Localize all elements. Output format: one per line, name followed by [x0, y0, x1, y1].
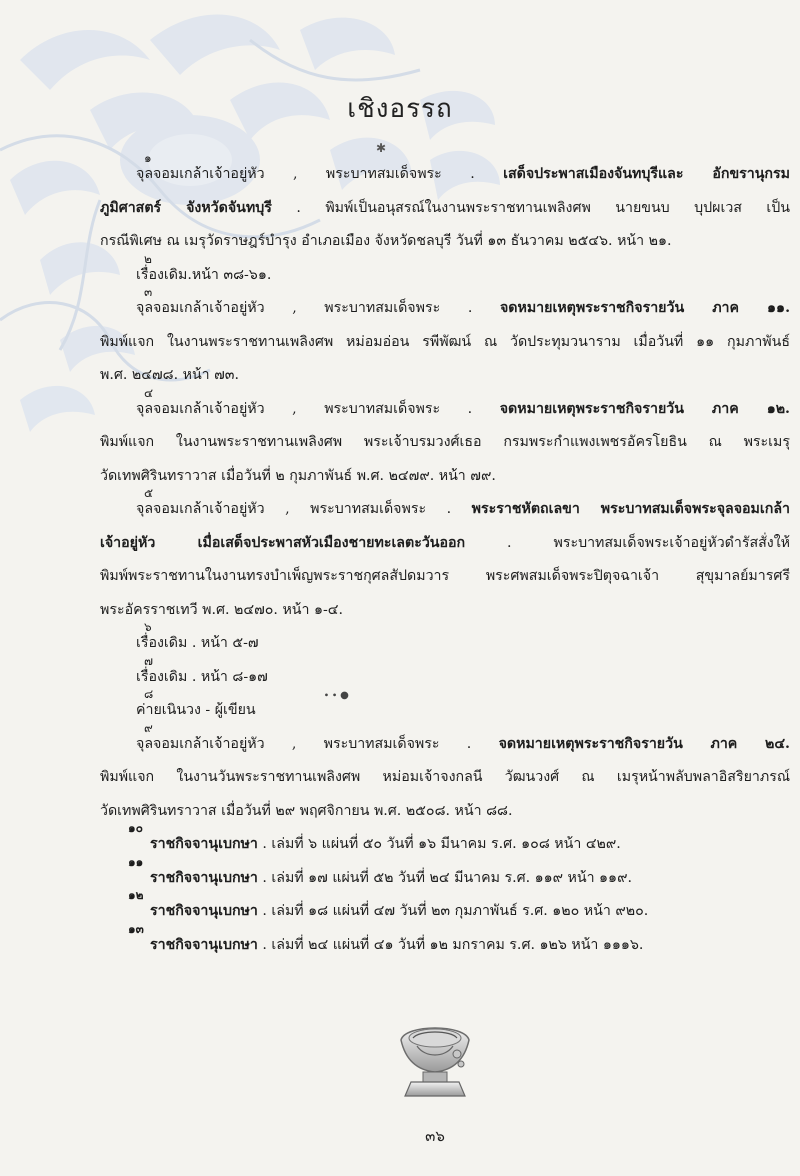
footnote-text: กรณีพิเศษ ณ เมรุวัดราษฎร์บำรุง อำเภอเมือง จังหวัดชลบุรี วันที่ ๑๓ ธันวาคม ๒๕๔๖. หน้า ๒๑.: [100, 233, 672, 249]
footnote-text: จุลจอมเกล้าเจ้าอยู่หัว , พระบาทสมเด็จพระ .: [136, 501, 472, 517]
footnote-line: [100, 426, 790, 460]
page-number: ๓๖: [425, 1127, 445, 1145]
footnote-line: [100, 821, 790, 862]
footnote-bold-text: จดหมายเหตุพระราชกิจรายวัน ภาค ๒๔.: [498, 735, 790, 752]
footnote-text: พิมพ์พระราชทานในงานทรงบำเพ็ญพระราชกุศลสัปดมวาร พระศพสมเด็จพระปิตุจฉาเจ้า สุขุมาลย์มารศรี: [100, 568, 790, 584]
footnote-line: [100, 527, 790, 561]
footnote-number: ๑๓: [128, 921, 144, 936]
footnote-13: [100, 921, 790, 963]
footnote-text: พิมพ์แจก ในงานวันพระราชทานเพลิงศพ หม่อมเจ้าจงกลนี วัฒนวงศ์ ณ เมรุหน้าพลับพลาอิสริยาภรณ์: [100, 769, 790, 785]
footnote-9: [100, 720, 790, 829]
footnote-line: [100, 385, 790, 427]
footnote-2: [100, 251, 790, 293]
footnote-5: [100, 486, 790, 627]
footnote-line: [100, 620, 790, 661]
footnote-line: [100, 594, 790, 628]
footnote-text: . พระบาทสมเด็จพระเจ้าอยู่หัวดำรัสสั่งให้: [465, 534, 790, 551]
stray-mark: ✱: [376, 141, 387, 155]
footnote-line: [100, 921, 790, 963]
footnote-bold-text: จดหมายเหตุพระราชกิจรายวัน ภาค ๑๑.: [499, 300, 790, 316]
footnote-line: [100, 151, 790, 192]
footnote-number: ๑๒: [128, 888, 144, 902]
footnote-11: [100, 854, 790, 896]
footnote-bold-text: ราชกิจจานุเบกษา: [150, 869, 258, 886]
footnote-text: วัดเทพศิรินทราวาส เมื่อวันที่ ๒ กุมภาพันธ์ พ.ศ. ๒๔๗๙. หน้า ๗๙.: [100, 467, 496, 484]
footnote-line: [100, 761, 790, 795]
footnote-line: [100, 653, 790, 695]
footnote-number: ๕: [144, 486, 154, 500]
footnote-number: ๒: [144, 251, 152, 266]
footnote-line: [100, 795, 790, 829]
footnote-text: พิมพ์แจก ในงานพระราชทานเพลิงศพ พระเจ้าบรมวงศ์เธอ กรมพระกำแพงเพชรอัครโยธิน ณ พระเมรุ: [100, 434, 790, 450]
footnote-bold-text: ภูมิศาสตร์ จังหวัดจันทบุรี: [100, 199, 272, 216]
footnote-bold-text: ราชกิจจานุเบกษา: [150, 836, 258, 852]
footnote-text: เรื่องเดิม . หน้า ๘-๑๗: [136, 668, 268, 685]
footnote-number: ๔: [144, 385, 154, 400]
footnote-10: [100, 821, 790, 862]
footnote-line: [100, 326, 790, 360]
footnote-text: จุลจอมเกล้าเจ้าอยู่หัว , พระบาทสมเด็จพระ .: [136, 735, 499, 752]
footnote-line: [100, 687, 790, 728]
footnote-list: [100, 151, 790, 962]
footnote-8: [100, 687, 790, 728]
footnote-line: [100, 251, 790, 293]
print-speck: ∙ ∙ ●: [324, 690, 349, 701]
footnote-text: จุลจอมเกล้าเจ้าอยู่หัว , พระบาทสมเด็จพระ .: [136, 400, 500, 417]
page-title: เชิงอรรถ: [347, 94, 453, 124]
footnote-line: [100, 560, 790, 594]
footnote-text: จุลจอมเกล้าเจ้าอยู่หัว , พระบาทสมเด็จพระ .: [136, 166, 504, 182]
footnote-12: [100, 888, 790, 929]
footnote-line: [100, 720, 790, 762]
footnote-4: [100, 385, 790, 494]
footnote-line: [100, 225, 790, 259]
footnote-line: [100, 285, 790, 326]
footnote-text: วัดเทพศิรินทราวาส เมื่อวันที่ ๒๙ พฤศจิกายน พ.ศ. ๒๕๐๘. หน้า ๘๘.: [100, 802, 513, 819]
footnote-text: . เล่มที่ ๑๘ แผ่นที่ ๔๗ วันที่ ๒๓ กุมภาพันธ์ ร.ศ. ๑๒๐ หน้า ๙๒๐.: [257, 903, 649, 919]
footnote-3: [100, 285, 790, 393]
footnote-text: . เล่มที่ ๒๔ แผ่นที่ ๔๑ วันที่ ๑๒ มกราคม ร.ศ. ๑๒๖ หน้า ๑๑๑๖.: [257, 936, 644, 953]
footnote-bold-text: ราชกิจจานุเบกษา: [150, 936, 258, 953]
footnote-6: [100, 620, 790, 661]
footnote-text: พระอัครราชเทวี พ.ศ. ๒๔๗๐. หน้า ๑-๔.: [100, 601, 344, 618]
footnote-text: . เล่มที่ ๑๗ แผ่นที่ ๕๒ วันที่ ๒๔ มีนาคม ร.ศ. ๑๑๙ หน้า ๑๑๙.: [257, 869, 632, 886]
footnote-text: . เล่มที่ ๖ แผ่นที่ ๕๐ วันที่ ๑๖ มีนาคม ร.ศ. ๑๐๘ หน้า ๔๒๙.: [257, 836, 621, 852]
footnote-number: ๓: [144, 285, 153, 299]
footnote-bold-text: พระราชหัตถเลขา พระบาทสมเด็จพระจุลจอมเกล้า: [471, 501, 790, 517]
footnote-number: ๑: [144, 151, 152, 165]
footnote-number: ๗: [144, 653, 154, 668]
footnote-text: . พิมพ์เป็นอนุสรณ์ในงานพระราชทานเพลิงศพ นายขนบ บุปผเวส เป็น: [271, 199, 790, 216]
footnote-line: [100, 192, 790, 226]
footnote-text: จุลจอมเกล้าเจ้าอยู่หัว , พระบาทสมเด็จพระ .: [136, 300, 500, 316]
footnote-line: [100, 486, 790, 527]
footnote-line: [100, 854, 790, 896]
decorative-emblem-icon: [395, 1018, 475, 1104]
footnote-number: ๘: [144, 687, 154, 701]
footnote-1: [100, 151, 790, 259]
footnote-text: เรื่องเดิม . หน้า ๕-๗: [136, 635, 259, 651]
footnote-line: [100, 888, 790, 929]
footnote-number: ๑๐: [128, 821, 143, 835]
footnote-number: ๑๑: [128, 854, 144, 869]
footnote-text: พิมพ์แจก ในงานพระราชทานเพลิงศพ หม่อมอ่อน รพีพัฒน์ ณ วัดประทุมวนาราม เมื่อวันที่ ๑๑ กุมภาพันธ์: [100, 333, 790, 350]
footnote-line: [100, 359, 790, 393]
footnote-text: เรื่องเดิม.หน้า ๓๘-๖๑.: [136, 266, 272, 283]
footnote-7: [100, 653, 790, 695]
footnote-line: [100, 460, 790, 494]
footnote-text: ค่ายเนินวง - ผู้เขียน: [136, 702, 256, 718]
footnote-text: พ.ศ. ๒๔๗๘. หน้า ๗๓.: [100, 367, 240, 383]
footnote-bold-text: เสด็จประพาสเมืองจันทบุรีและ อักขรานุกรม: [503, 166, 790, 182]
footnote-bold-text: เจ้าอยู่หัว เมื่อเสด็จประพาสหัวเมืองชายทะเลตะวันออก: [100, 534, 466, 551]
footnote-number: ๙: [144, 720, 153, 735]
footnote-number: ๖: [144, 620, 152, 634]
footnote-bold-text: จดหมายเหตุพระราชกิจรายวัน ภาค ๑๒.: [499, 400, 790, 417]
footnote-bold-text: ราชกิจจานุเบกษา: [150, 903, 258, 919]
